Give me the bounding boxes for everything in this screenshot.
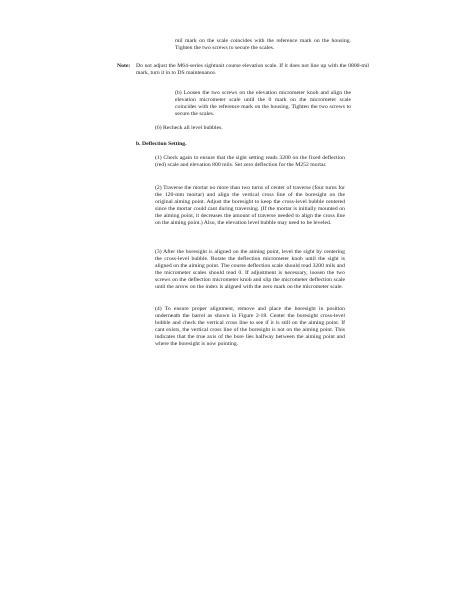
step-4: (4) To ensure proper alignment, remove and place the boresight in position underneath the barrel as shown in Figure 2-18. Center the boresight cross-level bubble and check the vertical cross line to see if it is still on the aiming point. If cant exists, the vertical cross line of the boresight is not on the aiming point. This indicates that the true axis of the bore lies halfway between the aiming point and where the boresight is now pointing. xyxy=(155,306,345,348)
note-text: Do not adjust the M64-series sightunit course elevation scale. If it does not line up with the 0800-mil mark, turn it in to DS maintenance. xyxy=(136,63,369,77)
continuation-paragraph: mil mark on the scale coincides with the reference mark on the housing. Tighten the two screws to secure the scales. xyxy=(175,38,351,52)
step-3: (3) After the boresight is aligned on the aiming point, level the sight by centering the cross-level bubble. Rotate the deflection micrometer knob until the sight is aligned on the aiming point. The course deflection scale should read 3200 mils and the micrometer scales should read 0. If adjustment is necessary, loosen the two screws on the deflection micrometer knob and slip the micrometer deflection scale until the arrow on the index is aligned with the zero mark on the micrometer scale. xyxy=(155,249,345,291)
step-6: (6) Recheck all level bubbles. xyxy=(155,125,223,131)
step-1: (1) Check again to ensure that the sight setting reads 3200 on the fixed deflection (red) scale and elevation 800 mils. Set zero deflection for the M252 mortar. xyxy=(155,155,345,169)
subparagraph-b: (b) Loosen the two screws on the elevation micrometer knob and align the elevation micrometer scale until the 0 mark on the micrometer scale coincides with the reference mark on the housing. Tighten the two screws to secure the scales. xyxy=(175,90,351,118)
note-label: Note: xyxy=(117,63,131,69)
step-2: (2) Traverse the mortar no more than two turns of center of traverse (four turns for the 120-mm mortar) and align the vertical cross line of the boresight on the original aiming point. Adjust the boresight to keep the cross-level bubble centered since the mortar could cant during traversing. (If the mortar is initially mounted on the aiming point, it decreases the amount of traverse needed to align the cross line on the aiming point.) Also, the elevation level bubble may need to be leveled. xyxy=(155,185,345,227)
section-heading-deflection: b. Deflection Setting. xyxy=(136,141,187,147)
